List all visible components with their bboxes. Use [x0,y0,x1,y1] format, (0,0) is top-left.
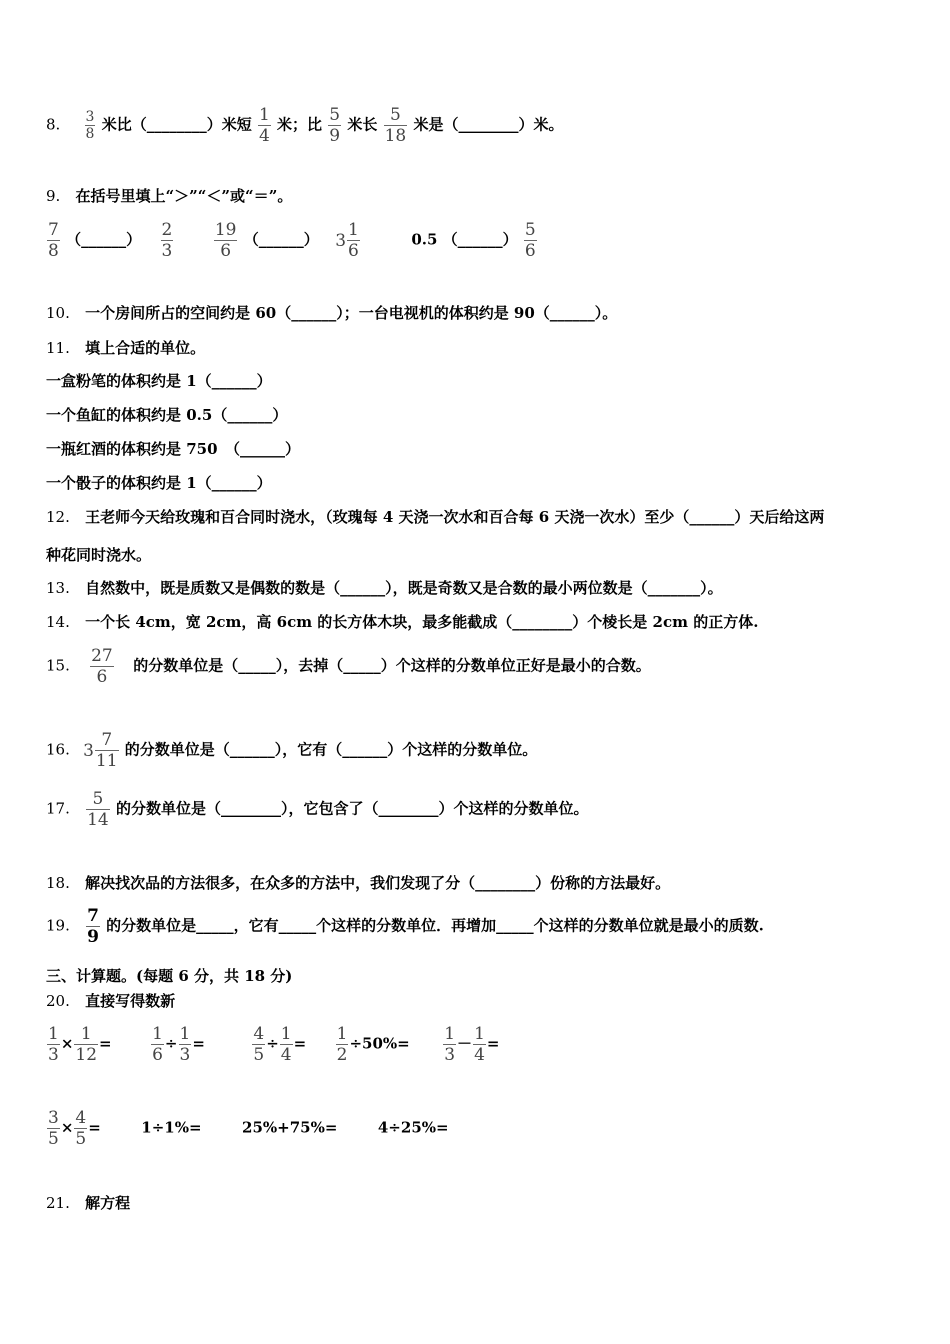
equals-sign: = [486,1034,500,1053]
fraction: $\frac{1}{3}$ [179,1024,191,1065]
answer-blank[interactable]: （______） [66,230,142,249]
question-12 [46,507,824,527]
question-15 [46,646,651,687]
fraction: $\frac{5}{9}$ [329,105,341,146]
fraction: $\frac{2}{3}$ [161,220,173,261]
question-text: 米是（________）米。 [413,115,564,134]
question-number: 14. [46,613,70,631]
operator: × [60,1118,74,1137]
question-text: 一个房间所占的空间约是 60（______）；一台电视机的体积约是 90（______）。 [85,304,618,322]
equals-sign: = [99,1034,112,1053]
decimal-value: 0.5 [411,230,438,249]
question-number: 8. [46,115,61,134]
question-text: 米；比 [277,115,323,134]
question-text: 在括号里填上“＞”“＜”或“＝”。 [75,187,293,205]
calc-row-1 [46,1024,499,1065]
operator: ÷ [164,1034,178,1053]
question-text: 的分数单位是（_____），去掉（_____）个这样的分数单位正好是最小的合数。 [133,656,651,675]
question-text: 自然数中，既是质数又是偶数的数是（______），既是奇数又是合数的最小两位数是（_______）。 [85,579,723,597]
fraction: $\frac{1}{2}$ [336,1024,348,1065]
question-8 [46,105,563,146]
mixed-number: 3 $\frac{1}{6}$ [335,220,359,261]
fraction: $\frac{1}{4}$ [258,105,270,146]
fraction: $\frac{7}{9}$ [87,906,99,947]
fraction: $\frac{1}{3}$ [444,1024,456,1065]
question-text: 填上合适的单位。 [85,339,206,357]
question-text: 米比（________）米短 [101,115,252,134]
question-text: 王老师今天给玫瑰和百合同时浇水，（玫瑰每 4 天浇一次水和百合每 6 天浇一次水）至少（______）天后给这两 [85,508,825,526]
fraction: $\frac{19}{6}$ [214,220,237,261]
fraction: $\frac{4}{5}$ [75,1108,87,1149]
equals-sign: = [88,1118,101,1137]
question-number: 21. [46,1194,70,1212]
question-12-continued: 种花同时浇水。 [46,546,152,564]
question-13 [46,578,723,598]
question-21 [46,1193,130,1213]
fraction: $\frac{5}{18}$ [384,105,407,146]
fraction: $\frac{1}{6}$ [152,1024,163,1065]
question-text: 的分数单位是_____，它有_____个这样的分数单位．再增加_____个这样的分数单位就是最小的质数. [106,916,764,935]
expression: 4÷25%= [377,1118,449,1137]
comparison-row [46,220,538,261]
question-19 [46,906,764,947]
fraction: $\frac{1}{4}$ [280,1024,292,1065]
question-number: 17. [46,799,70,818]
list-item: 一个鱼缸的体积约是 0.5（______） [46,406,288,424]
question-10 [46,303,617,323]
fraction: $\frac{3}{5}$ [48,1108,59,1149]
question-number: 16. [46,740,70,759]
question-number: 19. [46,916,70,935]
fraction: $\frac{1}{4}$ [474,1024,485,1065]
list-item: 一个骰子的体积约是 1（______） [46,474,272,492]
operator: ÷ [266,1034,279,1053]
fraction: $\frac{5}{14}$ [87,789,109,830]
question-17 [46,789,588,830]
calc-row-2 [46,1108,449,1149]
question-text: 的分数单位是（________），它包含了（________）个这样的分数单位。 [115,799,589,818]
question-text: 直接写得数新 [85,992,176,1010]
fraction: $\frac{1}{12}$ [75,1024,98,1065]
question-number: 10. [46,304,70,322]
operator: × [60,1034,74,1053]
fraction: $\frac{4}{5}$ [253,1024,265,1065]
question-16 [46,730,537,771]
question-18 [46,873,670,893]
expression: 1÷1%= [141,1118,202,1137]
question-11 [46,338,205,358]
answer-blank[interactable]: （______） [442,230,518,249]
question-number: 9. [46,187,61,205]
fraction: $\frac{5}{6}$ [524,220,536,261]
question-text: 的分数单位是（______），它有（______）个这样的分数单位。 [124,740,538,759]
expression: 25%+75%= [242,1118,338,1137]
question-number: 15. [46,656,70,675]
answer-blank[interactable]: （______） [243,230,319,249]
question-number: 11. [46,339,70,357]
question-20 [46,991,175,1011]
question-text: 解方程 [85,1194,131,1212]
equals-sign: = [192,1034,205,1053]
section-title: 三、计算题。(每题 6 分，共 18 分) [46,967,293,985]
fraction: $\frac{3}{8}$ [85,109,95,142]
expression-tail: ÷50%= [349,1034,410,1053]
question-number: 12. [46,508,70,526]
list-item: 一瓶红酒的体积约是 750 （______） [46,440,301,458]
fraction: $\frac{7}{8}$ [48,220,59,261]
question-number: 13. [46,579,70,597]
mixed-number: 3 $\frac{7}{11}$ [83,730,118,771]
question-14 [46,612,758,632]
question-text: 解决找次品的方法很多，在众多的方法中，我们发现了分（________）份称的方法最好。 [85,874,671,892]
fraction: $\frac{27}{6}$ [91,646,113,687]
question-number: 18. [46,874,70,892]
equals-sign: = [293,1034,307,1053]
question-text: 米长 [347,115,378,134]
question-number: 20. [46,992,70,1010]
question-9 [46,186,292,206]
question-text: 一个长 4cm，宽 2cm，高 6cm 的长方体木块，最多能截成（________）个棱长是 2cm 的正方体. [85,613,759,631]
operator: － [457,1034,473,1053]
list-item: 一盒粉笔的体积约是 1（______） [46,372,272,390]
fraction: $\frac{1}{3}$ [48,1024,59,1065]
